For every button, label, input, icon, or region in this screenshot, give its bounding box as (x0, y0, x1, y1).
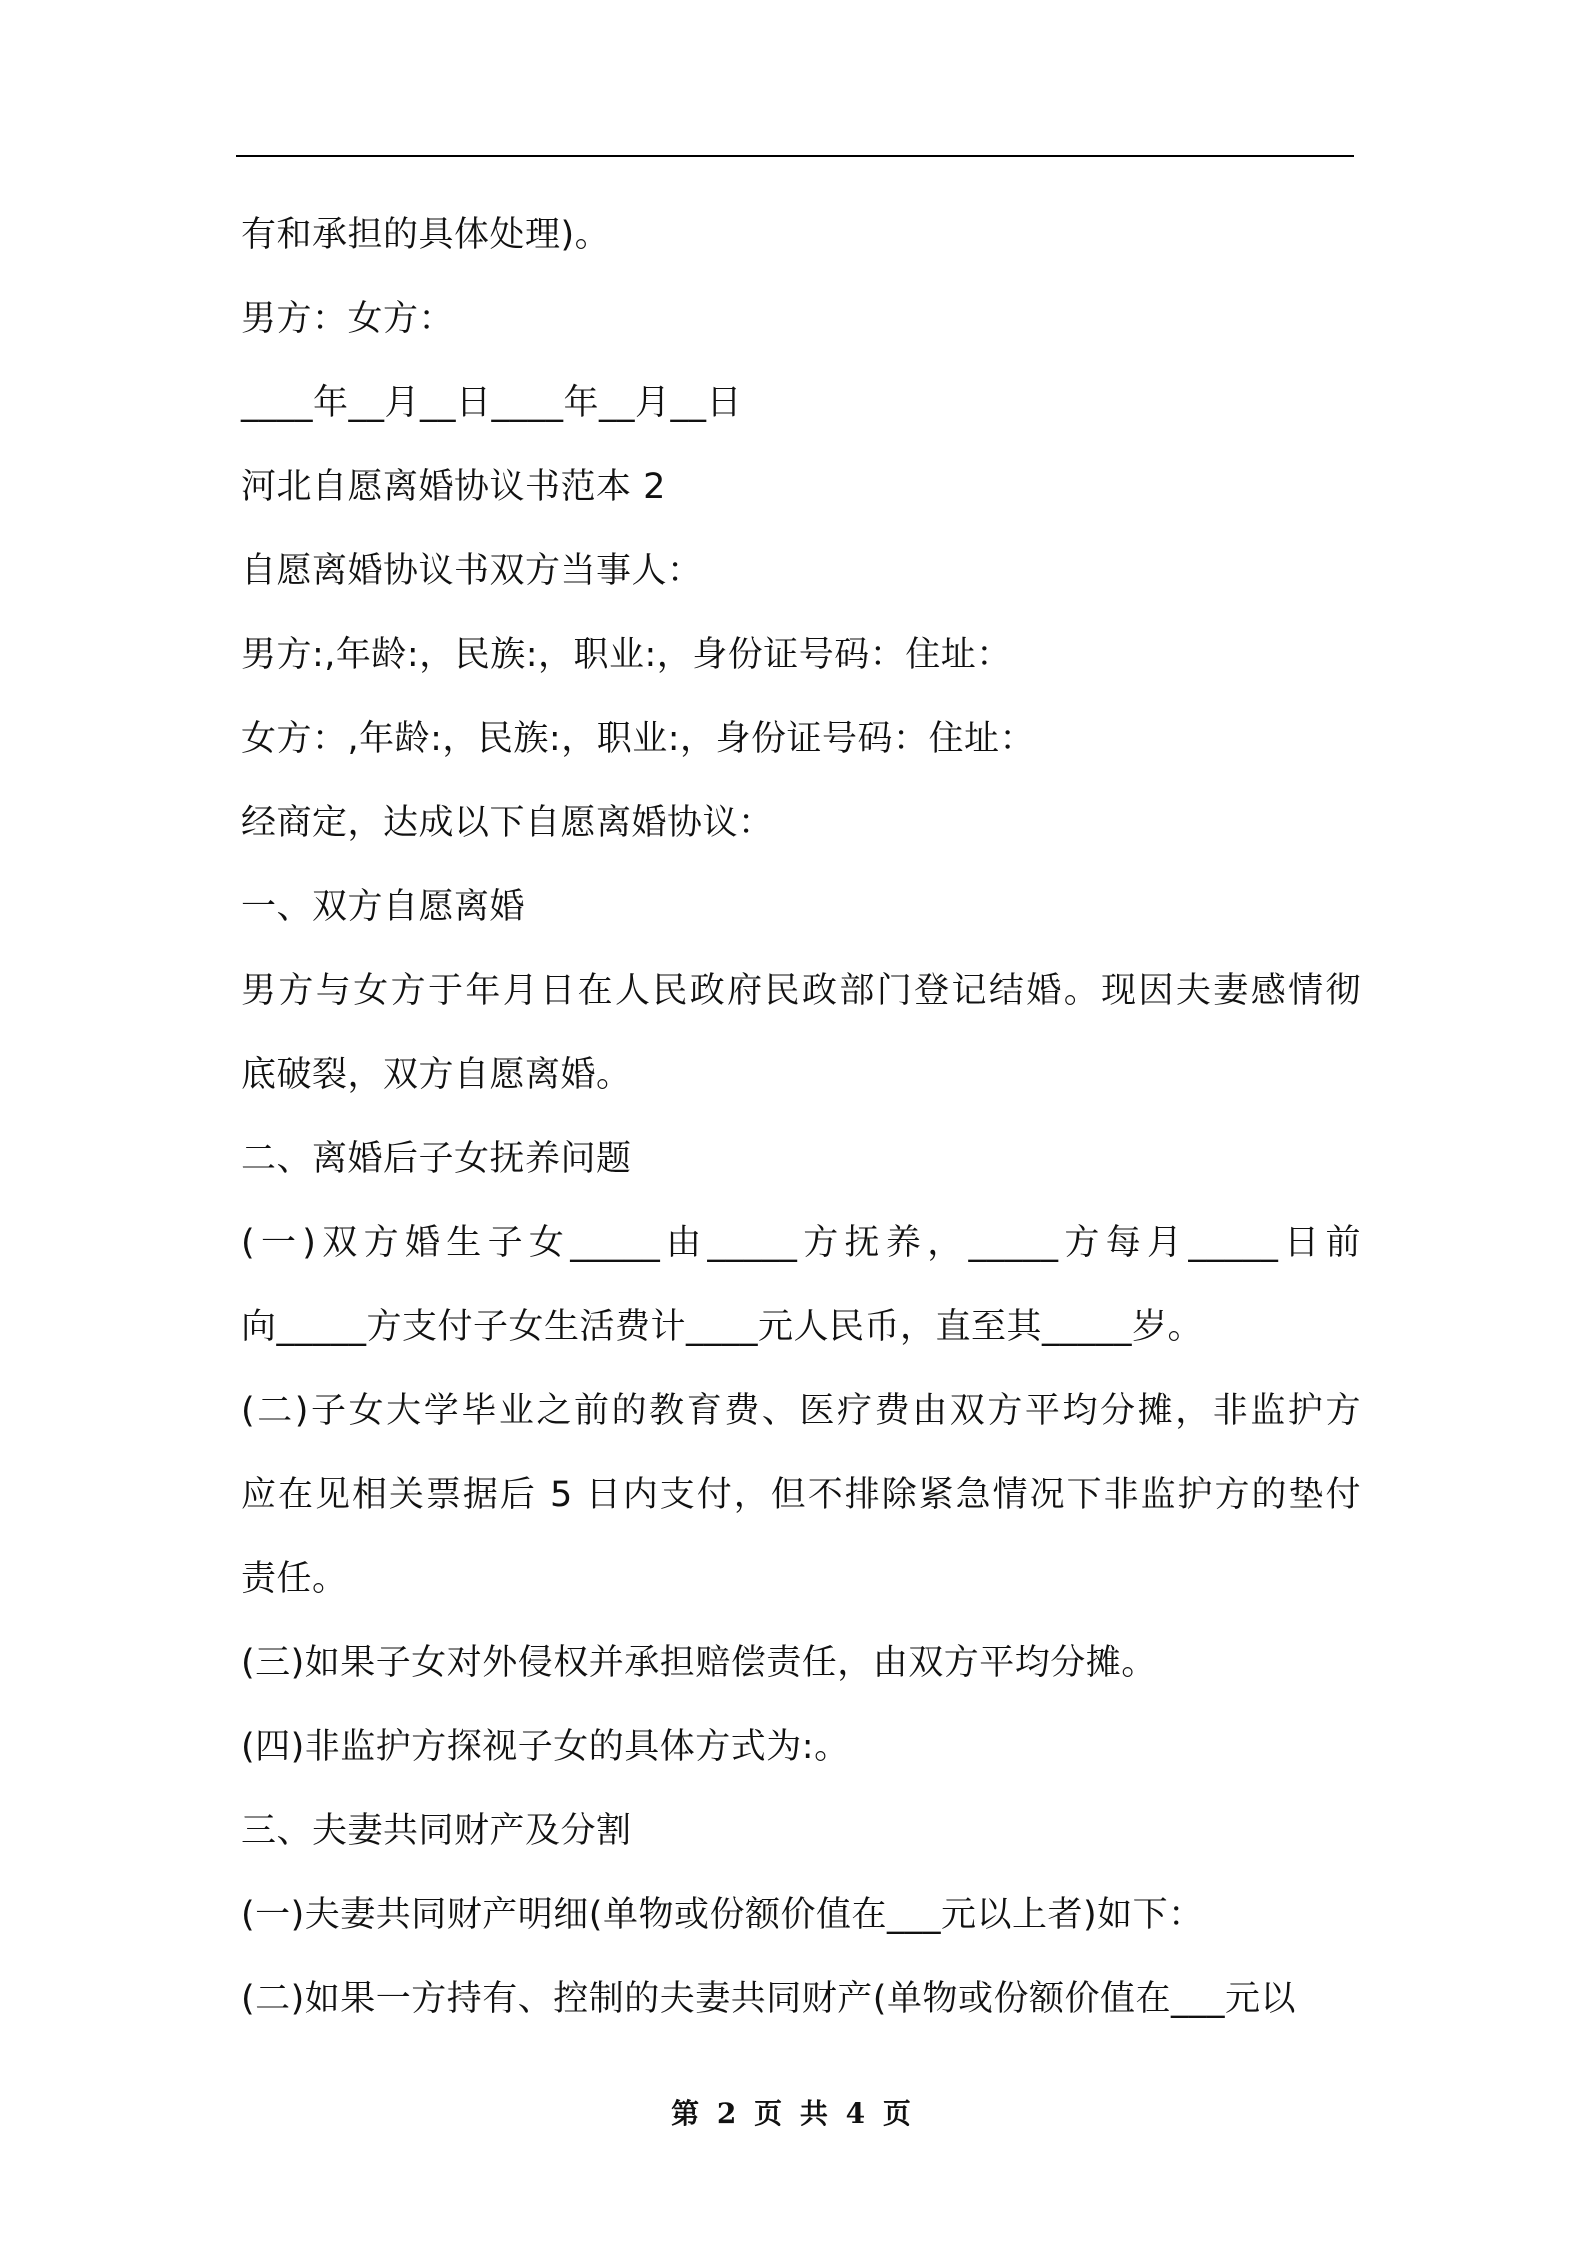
text-line: (四)非监护方探视子女的具体方式为:。 (241, 1727, 850, 1767)
text-line: (一)夫妻共同财产明细(单物或份额价值在___元以上者)如下： (241, 1895, 1204, 1935)
paragraph-education (241, 1369, 1361, 1621)
text-line: 有和承担的具体处理)。 (241, 215, 611, 255)
text-line: 自愿离婚协议书双方当事人： (241, 551, 703, 591)
document-body (241, 193, 1361, 2041)
female-party-line: 女方：,年龄:，民族:，职业:，身份证号码：住址： (241, 719, 1036, 759)
paragraph-divorce (241, 949, 1361, 1117)
date-line: ____年__月__日____年__月__日 (241, 383, 743, 423)
header-rule (236, 155, 1354, 157)
paragraph-line: (一)双方婚生子女_____由_____方抚养，_____方每月_____日前 (241, 1223, 1361, 1263)
paragraph-line: 责任。 (241, 1559, 348, 1599)
text-line: 经商定，达成以下自愿离婚协议： (241, 803, 774, 843)
paragraph-custody (241, 1201, 1361, 1369)
section-heading: 二、离婚后子女抚养问题 (241, 1139, 632, 1179)
page-number: 第 2 页 共 4 页 (671, 2097, 915, 2130)
male-party-line: 男方:,年龄:，民族:，职业:，身份证号码：住址： (241, 635, 1012, 675)
paragraph-line: 底破裂，双方自愿离婚。 (241, 1055, 632, 1095)
paragraph-line: (二)子女大学毕业之前的教育费、医疗费由双方平均分摊，非监护方 (241, 1391, 1361, 1431)
text-line: (二)如果一方持有、控制的夫妻共同财产(单物或份额价值在___元以 (241, 1979, 1296, 2019)
text-line: (三)如果子女对外侵权并承担赔偿责任，由双方平均分摊。 (241, 1643, 1157, 1683)
paragraph-line: 男方与女方于年月日在人民政府民政部门登记结婚。现因夫妻感情彻 (241, 971, 1361, 1011)
section-heading: 三、夫妻共同财产及分割 (241, 1811, 632, 1851)
section-title: 河北自愿离婚协议书范本 2 (241, 467, 666, 507)
section-heading: 一、双方自愿离婚 (241, 887, 526, 927)
signature-line: 男方：女方： (241, 299, 455, 339)
paragraph-line: 向_____方支付子女生活费计____元人民币，直至其_____岁。 (241, 1307, 1204, 1347)
paragraph-line: 应在见相关票据后 5 日内支付，但不排除紧急情况下非监护方的垫付 (241, 1475, 1361, 1515)
